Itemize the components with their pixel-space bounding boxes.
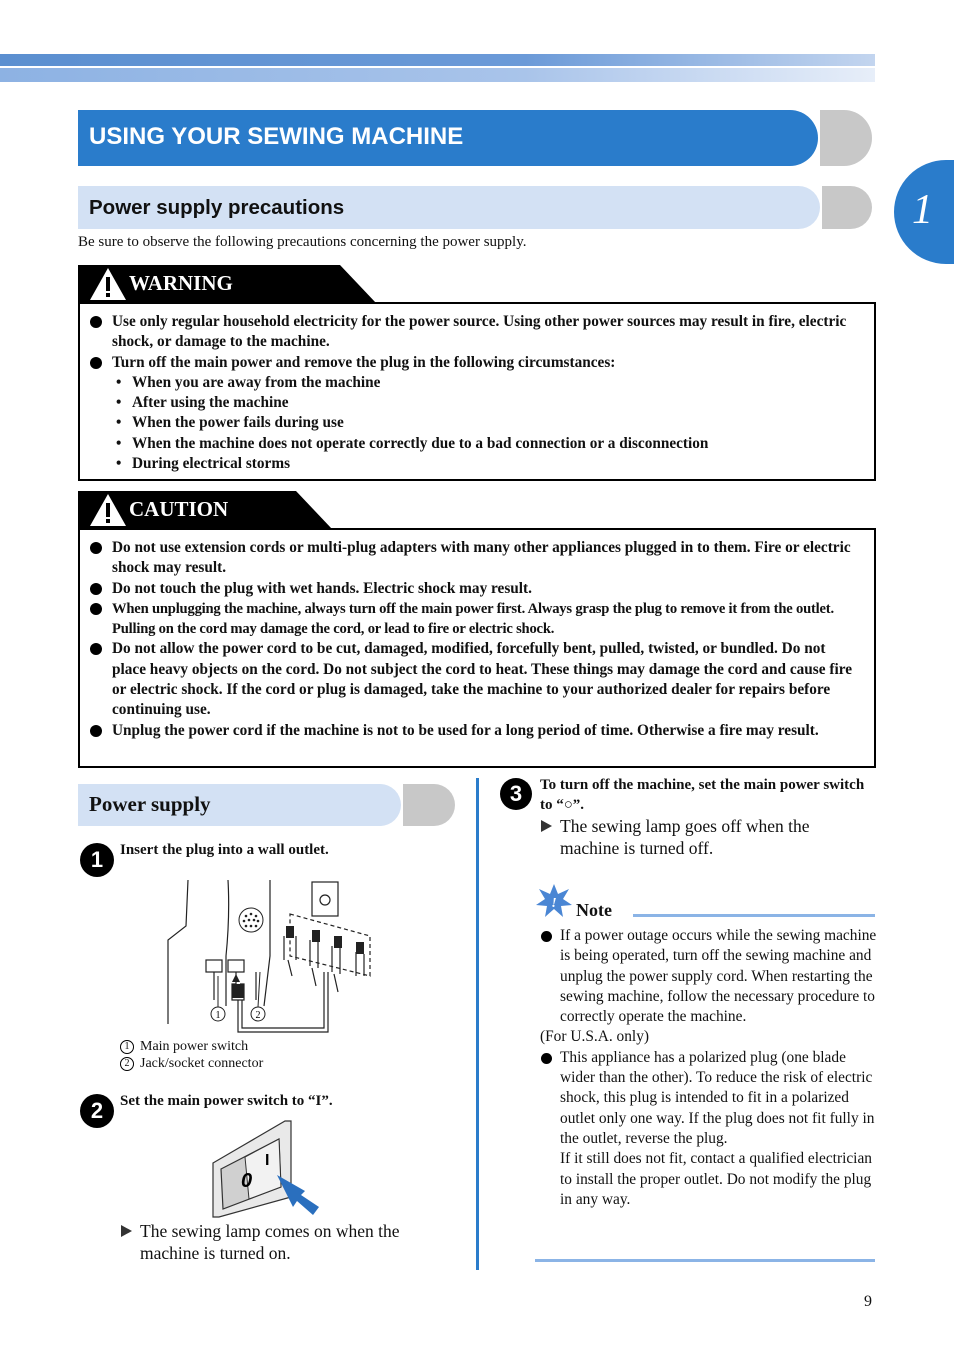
list-item: Do not touch the plug with wet hands. Electric shock may result. — [90, 579, 860, 599]
plug-diagram — [160, 876, 380, 1036]
chapter-title: USING YOUR SEWING MACHINE — [78, 110, 818, 166]
list-item: Unplug the power cord if the machine is not to be used for a long period of time. Otherwise a fire may result. — [90, 721, 860, 741]
note-bottom-rule — [535, 1259, 875, 1262]
section-deco-pill — [822, 186, 872, 229]
section-heading-precautions — [78, 186, 820, 229]
note-region: (For U.S.A. only) — [540, 1028, 650, 1046]
list-sub-item: • When the power fails during use — [90, 413, 860, 433]
caution-icon — [88, 492, 128, 528]
warning-label: WARNING — [129, 271, 233, 295]
title-deco-pill — [820, 110, 872, 166]
note-item: This appliance has a polarized plug (one blade wider than the other). To reduce the risk of electric shock, this plug is intended to fit in a polarized outlet only one way. If the plug does not fit fully in the outlet, reverse the plug. If it still does not fit, contact a qualified electrician to install the proper outlet. Do not modify the plug in any way. — [540, 1048, 878, 1210]
header-stripe-light — [0, 68, 875, 82]
caution-box — [78, 528, 876, 768]
legend-mark: 2 — [120, 1057, 134, 1071]
caution-label: CAUTION — [129, 497, 229, 521]
diagram-legend — [120, 1038, 263, 1072]
power-heading-text: Power supply — [89, 792, 211, 816]
result-arrow-icon — [121, 1225, 132, 1237]
section-heading-power-supply — [78, 784, 401, 826]
bullet-icon — [90, 316, 102, 328]
diagram-mark-2: 2 — [255, 1010, 261, 1021]
result-arrow-icon — [541, 820, 552, 832]
note-icon — [535, 883, 573, 919]
step-1-text: Insert the plug into a wall outlet. — [120, 842, 329, 858]
list-item: Do not allow the power cord to be cut, damaged, modified, forcefully bent, pulled, twisted, or bundled. Do not place heavy objects on the cord. Do not subject the cord to heat. These things may damage the cord and cause fire or electric shock. If the cord or plug is damaged, take the machine to your authorized dealer for repairs before continuing use. — [90, 639, 860, 720]
note-title: Note — [576, 900, 612, 920]
step-3-text: To turn off the machine, set the main power switch to “○”. — [540, 777, 865, 813]
diagram-mark-1: 1 — [215, 1010, 221, 1021]
svg-text:!: ! — [551, 896, 557, 911]
bullet-icon — [541, 931, 552, 942]
list-sub-item: • After using the machine — [90, 393, 860, 413]
list-sub-item: • When you are away from the machine — [90, 373, 860, 393]
step-2-result: The sewing lamp comes on when the machine is turned on. — [120, 1220, 460, 1264]
column-divider — [476, 778, 479, 1270]
note-top-rule — [633, 914, 875, 917]
list-item: Use only regular household electricity for the power source. Using other power sources may result in fire, electric shock, or damage to the machine. — [90, 312, 860, 353]
page-number: 9 — [864, 1293, 872, 1310]
warning-header — [78, 265, 340, 303]
list-item: When unplugging the machine, always turn off the main power first. Always grasp the plug to remove it from the outlet. Pulling on the cord may damage the cord, or lead to fire or electric shock. — [90, 599, 860, 640]
bullet-icon — [90, 725, 102, 737]
bullet-icon — [90, 603, 102, 615]
warning-box — [78, 302, 876, 481]
step-2-text: Set the main power switch to “I”. — [120, 1093, 333, 1109]
intro-text: Be sure to observe the following precautions concerning the power supply. — [78, 234, 527, 250]
list-item: Do not use extension cords or multi-plug adapters with many other appliances plugged in to them. Fire or electric shock may result. — [90, 538, 860, 579]
note-body — [540, 926, 878, 1210]
warning-icon — [88, 266, 128, 302]
chapter-tab: 1 — [894, 160, 954, 264]
switch-on-label: I — [265, 1152, 270, 1169]
caution-header-slant — [294, 491, 334, 529]
header-stripe — [0, 54, 875, 66]
bullet-icon — [90, 542, 102, 554]
step-3-result: The sewing lamp goes off when the machine is turned off. — [540, 815, 860, 859]
caution-header — [78, 491, 296, 529]
step-number-2: 2 — [80, 1094, 114, 1128]
bullet-icon — [90, 357, 102, 369]
list-sub-item: • During electrical storms — [90, 454, 860, 474]
bullet-icon — [541, 1053, 552, 1064]
power-switch-illustration — [205, 1117, 325, 1219]
note-item: If a power outage occurs while the sewing machine is being operated, turn off the sewing machine and unplug the power supply cord. When restarting the sewing machine, follow the necessary procedure to correctly operate the machine. — [540, 926, 878, 1027]
switch-off-label: 0 — [241, 1170, 253, 1192]
section-heading-text: Power supply precautions — [89, 196, 345, 219]
legend-item: 2 Jack/socket connector — [120, 1055, 263, 1072]
step-number-1: 1 — [80, 843, 114, 877]
step-number-3: 3 — [500, 778, 532, 810]
list-sub-item: • When the machine does not operate correctly due to a bad connection or a disconnection — [90, 434, 860, 454]
legend-item: 1 Main power switch — [120, 1038, 263, 1055]
bullet-icon — [90, 643, 102, 655]
legend-mark: 1 — [120, 1040, 134, 1054]
bullet-icon — [90, 583, 102, 595]
warning-header-slant — [338, 265, 378, 303]
power-section-deco-pill — [403, 784, 455, 826]
list-item: Turn off the main power and remove the plug in the following circumstances: — [90, 353, 860, 373]
